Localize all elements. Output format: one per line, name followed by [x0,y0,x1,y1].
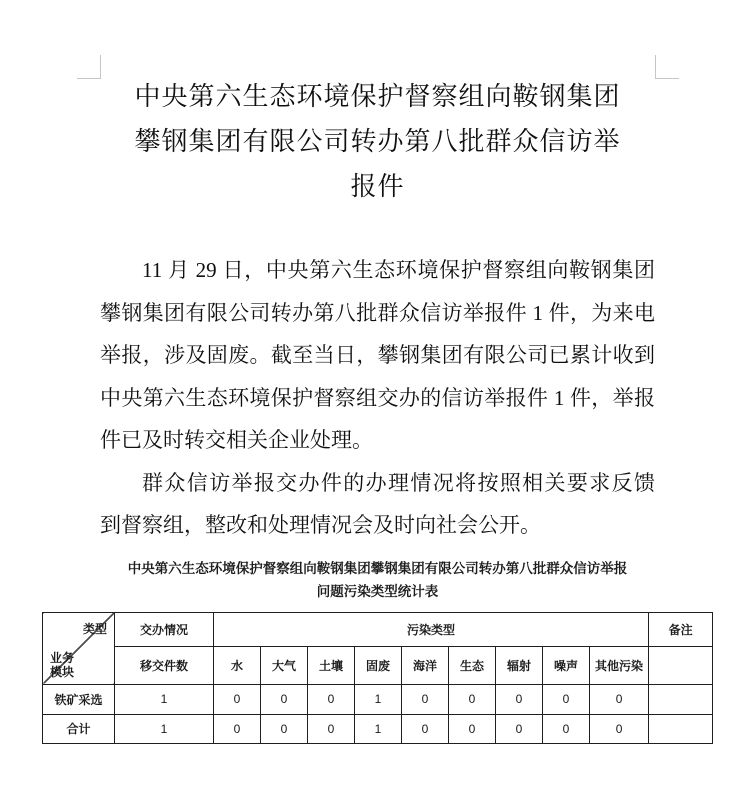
crop-mark-top-right [655,55,679,79]
paragraph-line: 件已及时转交相关企业处理。 [100,428,373,452]
stats-table-container [42,612,712,744]
cell-value: 0 [214,684,261,714]
paragraph-line: 举报，涉及固废。截至当日，攀钢集团有限公司已累计收到 [100,343,655,367]
cell-value: 0 [308,684,355,714]
col-header-water: 水 [214,646,261,684]
cell-value: 0 [214,714,261,743]
corner-module-label: 业务 模块 [50,650,75,679]
col-header-note-empty [649,646,713,684]
cell-value: 0 [449,714,496,743]
cell-value: 0 [496,684,543,714]
document-title [100,0,655,209]
crop-mark-top-left [77,55,101,79]
title-line: 报件 [350,172,405,201]
pollution-stats-table [42,612,713,744]
cell-value: 0 [496,714,543,743]
paragraph [100,249,655,462]
header-row-columns [43,646,713,684]
paragraph [100,462,655,547]
col-header-ecology: 生态 [449,646,496,684]
table-caption [100,557,655,603]
row-label: 合计 [43,714,115,743]
cell-note [649,684,713,714]
table-row-total [43,714,713,743]
table-caption-line: 中央第六生态环境保护督察组向鞍钢集团攀钢集团有限公司转办第八批群众信访举报 [127,560,628,576]
col-header-transfer-count: 移交件数 [115,646,214,684]
cell-value: 1 [355,714,402,743]
cell-value: 0 [543,684,590,714]
paragraph-line: 到督察组，整改和处理情况会及时向社会公开。 [100,513,541,537]
body-paragraphs [100,249,655,547]
table-row [43,684,713,714]
cell-value: 0 [449,684,496,714]
paragraph-line: 中央第六生态环境保护督察组交办的信访举报件 1 件，举报 [100,385,655,410]
cell-value: 1 [115,684,214,714]
paragraph-line: 11 月 29 日，中央第六生态环境保护督察组向鞍钢集团 [142,258,655,282]
header-row-groups [43,612,713,646]
col-group-transfer: 交办情况 [115,612,214,646]
cell-value: 0 [402,684,449,714]
cell-value: 0 [543,714,590,743]
corner-diagonal-cell [43,612,115,684]
paragraph-line: 攀钢集团有限公司转办第八批群众信访举报件 1 件，为来电 [100,300,655,325]
col-group-pollution-type: 污染类型 [214,612,649,646]
col-header-other: 其他污染 [590,646,649,684]
paragraph-line: 群众信访举报交办件的办理情况将按照相关要求反馈 [142,470,655,495]
cell-value: 0 [308,714,355,743]
cell-value: 0 [261,714,308,743]
cell-value: 0 [402,714,449,743]
col-header-radiation: 辐射 [496,646,543,684]
cell-value: 1 [115,714,214,743]
col-header-soil: 土壤 [308,646,355,684]
col-header-noise: 噪声 [543,646,590,684]
col-header-air: 大气 [261,646,308,684]
title-line: 攀钢集团有限公司转办第八批群众信访举 [134,127,621,156]
col-header-ocean: 海洋 [402,646,449,684]
cell-value: 0 [590,684,649,714]
col-group-note: 备注 [649,612,713,646]
row-label: 铁矿采选 [43,684,115,714]
cell-value: 1 [355,684,402,714]
cell-value: 0 [261,684,308,714]
document-body [100,0,655,603]
corner-type-label: 类型 [82,621,107,636]
cell-note [649,714,713,743]
title-line: 中央第六生态环境保护督察组向鞍钢集团 [134,82,621,111]
col-header-solid-waste: 固废 [355,646,402,684]
table-caption-line: 问题污染类型统计表 [316,583,439,599]
cell-value: 0 [590,714,649,743]
